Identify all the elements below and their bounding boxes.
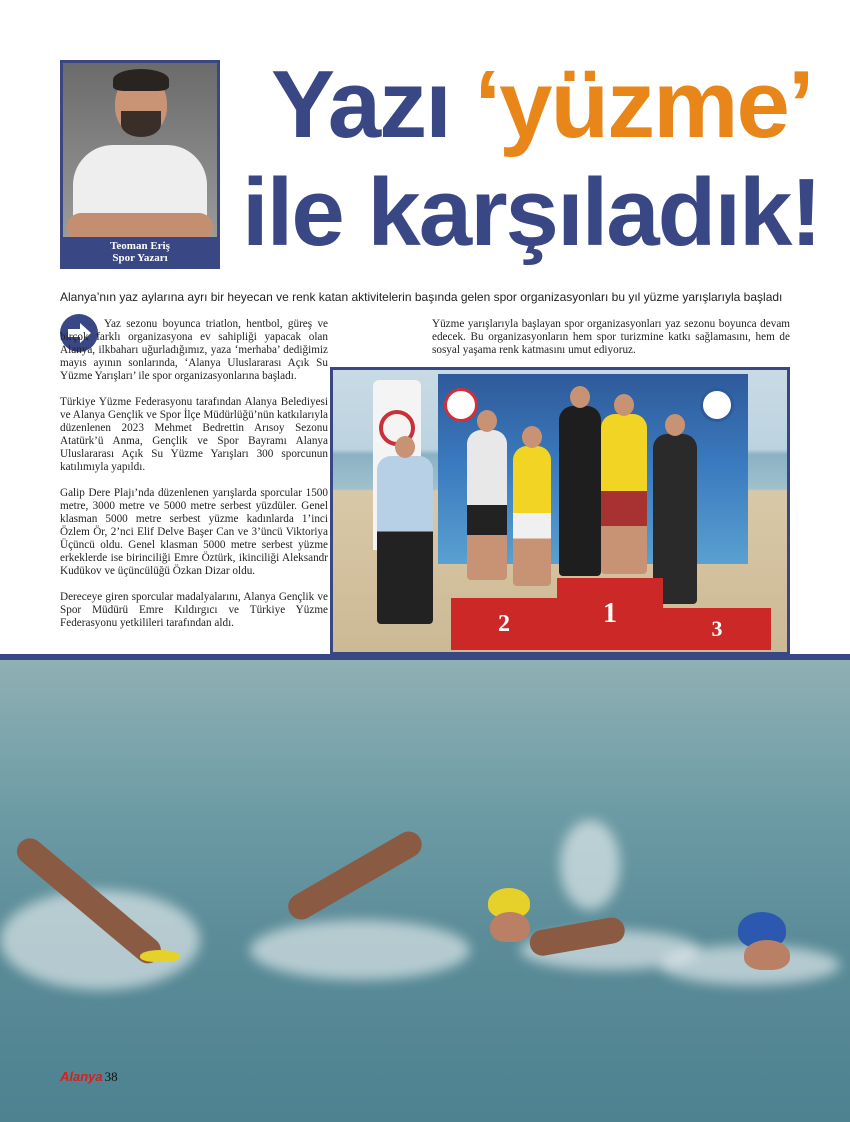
- author-photo: [63, 63, 217, 237]
- swimmer-arm: [284, 827, 427, 925]
- swimmer-face: [744, 940, 790, 970]
- podium-first: 1: [557, 578, 663, 650]
- podium-second: 2: [451, 598, 557, 650]
- podium-photo: [330, 367, 790, 655]
- athlete-person: [559, 406, 601, 576]
- author-role: Spor Yazarı: [112, 252, 168, 264]
- paragraph: Dereceye giren sporcular madalyalarını, Alanya Gençlik ve Spor Müdürü Emre Kıldırgıcı ve Türkiye Yüzme Federasyonu yetkilileri tarafından aldı.: [60, 591, 328, 629]
- paragraph: Yüzme yarışlarıyla başlayan spor organizasyonları yaz sezonu boyunca devam edecek. Bu organizasyonların hem spor turizmine katkı sağlamasını, hem de sosyal yaşama renk katmasını umut ediyoruz.: [432, 318, 790, 356]
- athlete-person: [601, 414, 647, 574]
- paragraph: Yaz sezonu boyunca triatlon, hentbol, güreş ve birçok farklı organizasyona ev sahipliği yapacak olan Alanya, ilkbaharı uğurladığımız, yaza ‘merhaba’ dediğimiz mayıs ayının sonlarında, ‘Alanya Uluslararası Açık Su Yüzme Yarışları’ ile spor organizasyonlarına başladı.: [60, 318, 328, 382]
- paragraph: Türkiye Yüzme Federasyonu tarafından Alanya Belediyesi ve Alanya Gençlik ve Spor İlçe Müdürlüğü’nün katkılarıyla düzenlenen 2023 Mehmet Bedrettin Arısoy Sezonu Atatürk’ü Anma, Gençlik ve Spor Bayramı Alanya Uluslararası Açık Su Yüzme Yarışları 300 sporcunun katılımıyla yapıldı.: [60, 396, 328, 473]
- athlete-person: [467, 430, 507, 580]
- page-folio: [60, 1069, 118, 1085]
- official-person: [377, 456, 433, 624]
- paragraph: Galip Dere Plajı’nda düzenlenen yarışlarda sporcular 1500 metre, 3000 metre ve 5000 metre serbest yüzdüler. Genel klasman 5000 metre serbest yüzme kadınlarda 1’inci Özlem Ör, 2’nci Elif Delve Başer Can ve 3’üncü Viktoriya Üçüncü oldu. Genel klasman 5000 metre serbest yüzme erkeklerde ise birinciliği Emre Öztürk, ikinciliği Aleksandr Kudükov ve üçüncülüğü Özkan Dizar oldu.: [60, 487, 328, 577]
- swimmers-photo: [0, 660, 850, 1122]
- swimmer-face: [490, 912, 530, 942]
- headline-highlight: ‘yüzme’: [474, 51, 813, 158]
- podium-third: 3: [663, 608, 771, 650]
- body-column-1: [60, 318, 328, 643]
- lead-text: Alanya’nın yaz aylarına ayrı bir heyecan ve renk katan aktivitelerin başında gelen spor organizasyonları bu yıl yüzme yarışlarıyla başladı: [60, 290, 783, 304]
- swimmer-cap-yellow: [140, 950, 180, 962]
- athlete-person: [513, 446, 551, 586]
- page-number: 38: [104, 1069, 118, 1084]
- headline-line2: ile karşıladık!: [242, 159, 821, 266]
- body-column-2: [432, 318, 790, 370]
- headline-part1: Yazı: [271, 51, 475, 158]
- magazine-logo: Alanya: [60, 1069, 103, 1084]
- author-name: Teoman Eriş: [110, 240, 170, 252]
- author-box: [60, 60, 220, 269]
